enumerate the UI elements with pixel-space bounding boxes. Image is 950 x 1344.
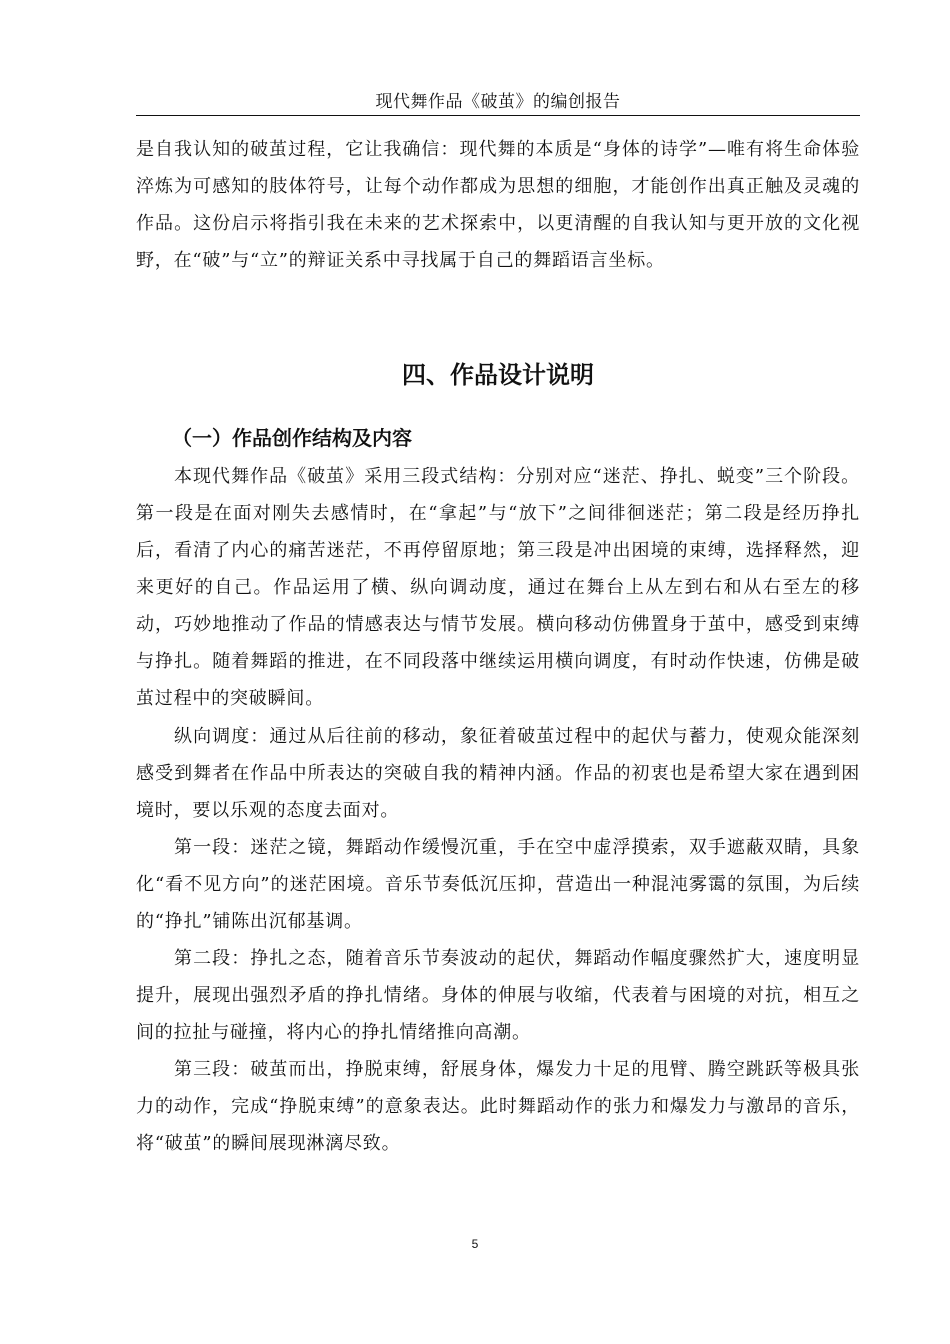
body-paragraph-part-one: 第一段：迷茫之镜，舞蹈动作缓慢沉重，手在空中虚浮摸索，双手遮蔽双睛，具象化“看不见方向”的迷茫困境。音乐节奏低沉压抑，营造出一种混沌雾霭的氛围，为后续的“挣扎”铺陈出沉郁基调。: [136, 837, 860, 932]
subsection-title: （一）作品创作结构及内容: [172, 426, 412, 450]
header-rule: [136, 115, 860, 116]
continued-paragraph: 是自我认知的破茧过程，它让我确信：现代舞的本质是“身体的诗学”—唯有将生命体验淬炼为可感知的肢体符号，让每个动作都成为思想的细胞，才能创作出真正触及灵魂的作品。这份启示将指引我在未来的艺术探索中，以更清醒的自我认知与更开放的文化视野，在“破”与“立”的辩证关系中寻找属于自己的舞蹈语言坐标。: [136, 139, 860, 271]
section-title: 四、作品设计说明: [402, 361, 594, 389]
running-header: 现代舞作品《破茧》的编创报告: [375, 92, 621, 112]
body-paragraph-structure: 本现代舞作品《破茧》采用三段式结构：分别对应“迷茫、挣扎、蜕变”三个阶段。第一段是在面对刚失去感情时，在“拿起”与“放下”之间徘徊迷茫；第二段是经历挣扎后，看清了内心的痛苦迷茫，不再停留原地；第三段是冲出困境的束缚，选择释然，迎来更好的自己。作品运用了横、纵向调动度，通过在舞台上从左到右和从右至左的移动，巧妙地推动了作品的情感表达与情节发展。横向移动仿佛置身于茧中，感受到束缚与挣扎。随着舞蹈的推进，在不同段落中继续运用横向调度，有时动作快速，仿佛是破茧过程中的突破瞬间。: [136, 466, 860, 709]
body-paragraph-part-two: 第二段：挣扎之态，随着音乐节奏波动的起伏，舞蹈动作幅度骤然扩大，速度明显提升，展现出强烈矛盾的挣扎情绪。身体的伸展与收缩，代表着与困境的对抗，相互之间的拉扯与碰撞，将内心的挣扎情绪推向高潮。: [136, 948, 860, 1043]
page-number: 5: [471, 1237, 479, 1251]
body-paragraph-part-three: 第三段：破茧而出，挣脱束缚，舒展身体，爆发力十足的甩臂、腾空跳跃等极具张力的动作，完成“挣脱束缚”的意象表达。此时舞蹈动作的张力和爆发力与激昂的音乐，将“破茧”的瞬间展现淋漓尽致。: [136, 1059, 860, 1154]
body-paragraph-vertical-staging: 纵向调度：通过从后往前的移动，象征着破茧过程中的起伏与蓄力，使观众能深刻感受到舞者在作品中所表达的突破自我的精神内涵。作品的初衷也是希望大家在遇到困境时，要以乐观的态度去面对。: [136, 726, 860, 821]
